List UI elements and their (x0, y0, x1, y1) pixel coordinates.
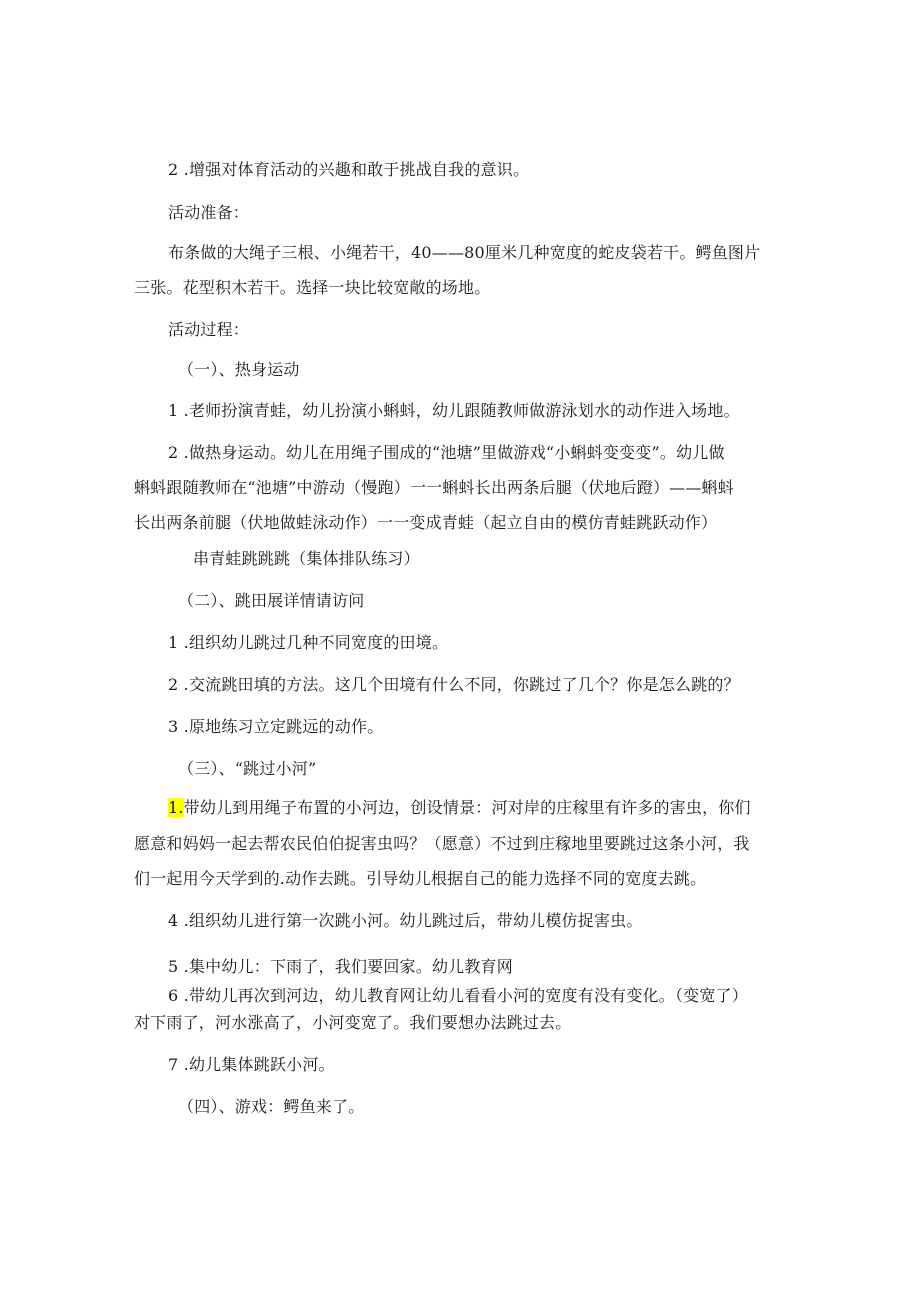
section-3-step-7: 7 .幼儿集体跳跃小河。 (168, 1055, 335, 1074)
preparation-line-1: 布条做的大绳子三根、小绳若干，40——80厘米几种宽度的蛇皮袋若干。鳄鱼图片 (168, 243, 761, 262)
section-3-step-1-line-2: 愿意和妈妈一起去帮农民伯伯捉害虫吗？（愿意）不过到庄稼地里要跳过这条小河，我 (134, 834, 750, 853)
section-1-step-2-line-3: 长出两条前腿（伏地做蛙泳动作）一一变成青蛙（起立自由的模仿青蛙跳跃动作） (134, 513, 718, 532)
section-1-note: 串青蛙跳跳跳（集体排队练习） (193, 549, 420, 568)
section-3-step-4: 4 .组织幼儿进行第一次跳小河。幼儿跳过后，带幼儿模仿捉害虫。 (168, 911, 643, 930)
preparation-line-2: 三张。花型积木若干。选择一块比较宽敞的场地。 (134, 278, 491, 297)
section-1-step-1: 1 .老师扮演青蛙，幼儿扮演小蝌蚪，幼儿跟随教师做游泳划水的动作进入场地。 (168, 401, 740, 420)
section-3-step-6-line-1: 6 .带幼儿再次到河边，幼儿教育网让幼儿看看小河的宽度有没有变化。（变宽了） (168, 986, 748, 1005)
section-3-step-1-line-1 (168, 798, 751, 818)
section-2-step-1: 1 .组织幼儿跳过几种不同宽度的田境。 (168, 633, 449, 652)
section-3-step-5: 5 .集中幼儿：下雨了，我们要回家。幼儿教育网 (168, 957, 513, 976)
section-4-title: （四）、游戏：鳄鱼来了。 (178, 1097, 365, 1116)
section-3-step-6-line-2: 对下雨了，河水涨高了，小河变宽了。我们要想办法跳过去。 (134, 1013, 572, 1032)
section-2-step-2: 2 .交流跳田填的方法。这几个田境有什么不同，你跳过了几个？你是怎么跳的？ (168, 675, 740, 694)
section-2-step-3: 3 .原地练习立定跳远的动作。 (168, 717, 384, 736)
section-1-step-2-line-1: 2 .做热身运动。幼儿在用绳子围成的“池塘”里做游戏“小蝌蚪变变变”。幼儿做 (168, 443, 725, 462)
objective-2: 2 .增强对体育活动的兴趣和敢于挑战自我的意识。 (168, 160, 530, 179)
highlighted-step-number: 1. (168, 798, 184, 817)
section-1-step-2-line-2: 蝌蚪跟随教师在“池塘”中游动（慢跑）一一蝌蚪长出两条后腿（伏地后蹬）——蝌蚪 (134, 478, 734, 497)
heading-process: 活动过程： (168, 320, 250, 339)
section-3-title: （三）、“跳过小河” (178, 759, 317, 778)
section-1-title: （一）、热身运动 (178, 360, 300, 379)
section-3-step-1-line-3: 们一起用今天学到的.动作去跳。引导幼儿根据自己的能力选择不同的宽度去跳。 (134, 869, 707, 888)
section-3-step-1-text: 带幼儿到用绳子布置的小河边，创设情景：河对岸的庄稼里有许多的害虫，你们 (183, 798, 751, 817)
heading-preparation: 活动准备： (168, 203, 250, 222)
section-2-title: （二）、跳田展详情请访问 (178, 591, 365, 610)
